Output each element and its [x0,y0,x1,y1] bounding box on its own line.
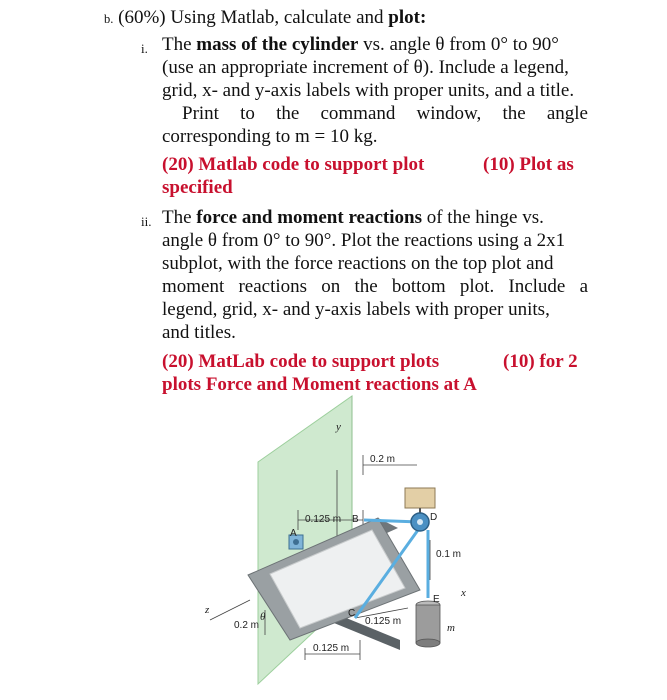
part-i-line5: corresponding to m = 10 kg. [162,126,378,147]
label-C: C [348,608,356,619]
part-ii-line1-bold: force and moment reactions [196,207,422,228]
label-E: E [433,594,440,605]
dim-01: 0.1 m [436,549,462,560]
label-theta: θ [260,611,266,623]
part-i-line2: (use an appropriate increment of θ). Include a legend, [162,57,569,78]
part-marker: b. [104,12,114,26]
part-i-red-2: specified [162,177,233,198]
part-ii-red-left: (20) MatLab code to support plots [162,351,440,372]
part-i-line1-a: The [162,34,197,55]
part-ii-line1-a: The [162,207,197,228]
dim-0125-bottom: 0.125 m [313,643,350,654]
part-ii-line4: moment reactions on the bottom plot. Include a [162,276,588,297]
header-text: (60%) Using Matlab, calculate and [118,7,389,28]
label-z: z [205,604,210,616]
z-axis [210,600,250,620]
header-bold: plot: [388,7,427,28]
dim-02-left: 0.2 m [234,620,260,631]
dim-0125-top: 0.125 m [305,514,342,525]
part-ii-line2: angle θ from 0° to 90°. Plot the reactions using a 2x1 [162,230,566,251]
part-i-line1-b: vs. angle θ from 0° to 90° [358,34,559,55]
label-B: B [352,514,359,525]
part-i-line3: grid, x- and y-axis labels with proper units, and a title. [162,80,575,101]
part-i-line4: Print to the command window, the angle [182,103,588,124]
cylinder-m [416,605,440,643]
dim-02-top: 0.2 m [370,454,396,465]
label-D: D [430,512,438,523]
pulley-support-box [405,488,435,508]
label-x: x [461,587,466,599]
part-ii-red-right: (10) for 2 [503,351,578,372]
part-ii-line1-b: of the hinge vs. [421,207,544,228]
label-y: y [336,421,341,433]
part-ii-line3: subplot, with the force reactions on the top plot and [162,253,554,274]
part-i-red-right: (10) Plot as [483,154,574,175]
part-i-numeral: i. [141,41,148,56]
part-ii-numeral: ii. [141,214,152,229]
part-i-line1-bold: mass of the cylinder [196,34,359,55]
part-i-red-left: (20) Matlab code to support plot [162,154,425,175]
part-ii-line6: and titles. [162,322,236,343]
part-ii-line5: legend, grid, x- and y-axis labels with proper units, [162,299,550,320]
label-m: m [447,622,455,634]
part-ii-red-2: plots Force and Moment reactions at A [162,374,477,395]
dim-0125-right: 0.125 m [365,616,402,627]
label-A: A [290,528,297,539]
